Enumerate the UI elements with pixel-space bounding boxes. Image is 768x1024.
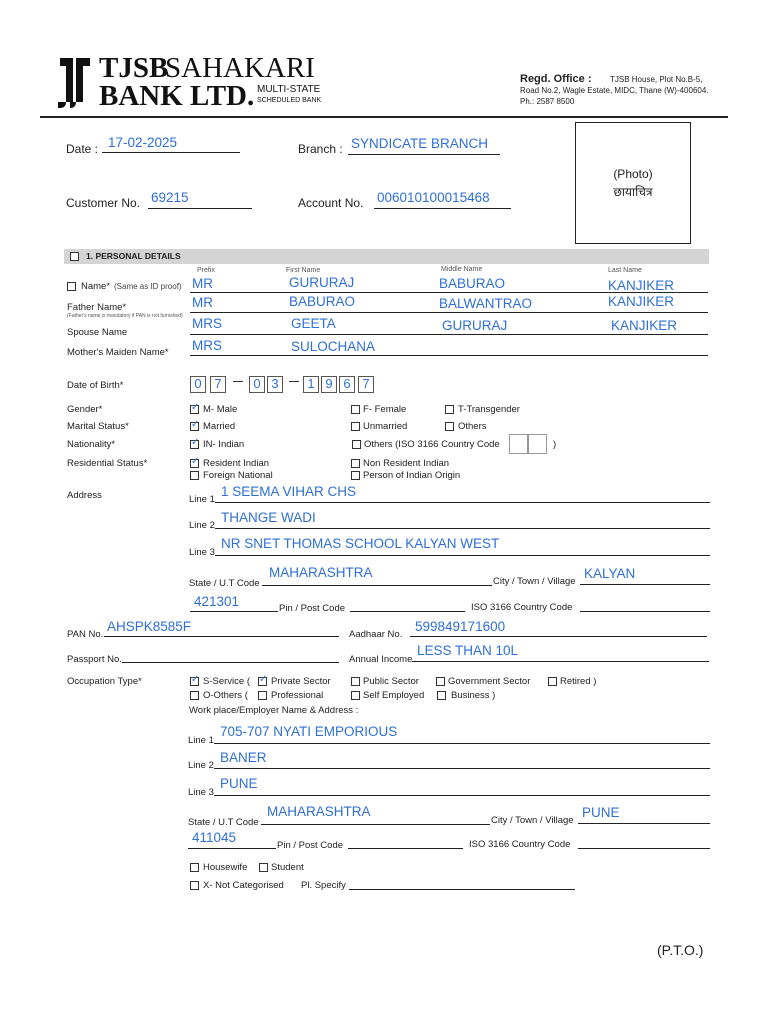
dob-day-digit-1: 0: [194, 376, 202, 391]
housewife-checkbox[interactable]: [190, 863, 199, 872]
aadhaar-value[interactable]: 599849171600: [415, 619, 506, 634]
spouse-last[interactable]: KANJIKER: [611, 318, 678, 333]
account-no-label: Account No.: [298, 196, 364, 210]
mother-underline: [190, 355, 708, 356]
date-underline: [102, 152, 240, 153]
customer-no-label: Customer No.: [66, 196, 141, 210]
address-city-underline: [580, 584, 710, 585]
father-first[interactable]: BABURAO: [289, 294, 356, 309]
gender-trans-checkbox[interactable]: [445, 405, 454, 414]
father-underline: [190, 312, 708, 313]
income-value[interactable]: LESS THAN 10L: [417, 643, 519, 658]
occ-retired-checkbox[interactable]: [548, 677, 557, 686]
pto-label: (P.T.O.): [657, 942, 704, 958]
occ-service-checkbox[interactable]: [190, 677, 199, 686]
name-prefix[interactable]: MR: [192, 276, 213, 291]
nationality-others-checkbox[interactable]: [352, 440, 361, 449]
dob-separator: [233, 381, 243, 382]
col-prefix: Prefix: [197, 267, 215, 274]
address-state-label: State / U.T Code: [189, 578, 260, 589]
work-pin-value[interactable]: 411045: [192, 830, 237, 845]
occ-government-label: Government Sector: [448, 676, 531, 687]
tjsb-emblem-icon: [58, 58, 92, 108]
regd-office-line3: Ph.: 2587 8500: [520, 97, 575, 106]
address-city-label: City / Town / Village: [493, 576, 576, 587]
work-line2-label: Line 2: [188, 760, 214, 771]
address-state-value[interactable]: MAHARASHTRA: [269, 565, 373, 580]
income-label: Annual Income: [349, 654, 413, 665]
passport-label: Passport No.: [67, 654, 122, 665]
nri-checkbox[interactable]: [351, 459, 360, 468]
address-line1-value[interactable]: 1 SEEMA VIHAR CHS: [221, 484, 357, 499]
customer-no-value[interactable]: 69215: [151, 190, 189, 205]
name-checkbox[interactable]: [67, 282, 76, 291]
work-state-value[interactable]: MAHARASHTRA: [267, 804, 371, 819]
logo-tag-multistate: MULTI-STATE: [257, 84, 321, 95]
work-city-value[interactable]: PUNE: [582, 805, 620, 820]
logo-tag-scheduled: SCHEDULED BANK: [257, 97, 322, 104]
date-value[interactable]: 17-02-2025: [108, 135, 178, 150]
spouse-first[interactable]: GEETA: [291, 316, 336, 331]
account-no-value[interactable]: 006010100015468: [377, 190, 490, 205]
dob-year-digit-3: 6: [343, 376, 351, 391]
father-middle[interactable]: BALWANTRAO: [439, 296, 533, 311]
work-line3-underline: [214, 795, 710, 796]
personal-details-title: 1. PERSONAL DETAILS: [86, 251, 181, 261]
dob-label: Date of Birth*: [67, 380, 124, 391]
address-state-underline: [262, 585, 492, 586]
address-line2-value[interactable]: THANGE WADI: [221, 510, 316, 525]
occ-self-employed-checkbox[interactable]: [351, 691, 360, 700]
header-divider: [40, 116, 728, 118]
address-pin-extra-underline: [350, 611, 465, 612]
regd-office-line1: TJSB House, Plot No.B-5,: [610, 75, 703, 84]
name-last[interactable]: KANJIKER: [608, 278, 675, 293]
work-pin-underline: [188, 848, 276, 849]
logo-name-tjsb: TJSB: [99, 52, 169, 84]
address-iso-underline: [580, 611, 710, 612]
nationality-label: Nationality*: [67, 439, 116, 450]
customer-no-underline: [148, 208, 252, 209]
gender-male-label: M- Male: [203, 404, 238, 415]
work-city-label: City / Town / Village: [491, 815, 574, 826]
resident-indian-label: Resident Indian: [203, 458, 270, 469]
dob-month-digit-2: 3: [271, 376, 279, 391]
marital-label: Marital Status*: [67, 421, 129, 432]
logo-name-bank: BANK LTD.: [99, 80, 255, 112]
occ-self-employed-label: Self Employed: [363, 690, 425, 701]
specify-underline[interactable]: [349, 889, 575, 890]
name-middle[interactable]: BABURAO: [439, 276, 506, 291]
gender-male-checkbox[interactable]: [190, 405, 199, 414]
regd-office-label: Regd. Office :: [520, 73, 592, 85]
photo-box[interactable]: [575, 122, 691, 244]
gender-trans-label: T-Transgender: [458, 404, 520, 415]
gender-female-label: F- Female: [363, 404, 407, 415]
aadhaar-underline: [410, 636, 707, 637]
father-name-label: Father Name*: [67, 302, 127, 313]
work-line2-value[interactable]: BANER: [220, 750, 267, 765]
dob-day-digit-2: 7: [214, 376, 222, 391]
work-pin-extra-underline: [348, 848, 463, 849]
address-pin-value[interactable]: 421301: [194, 594, 240, 609]
specify-label: Pl. Specify: [301, 880, 346, 891]
branch-value[interactable]: SYNDICATE BRANCH: [351, 136, 489, 151]
branch-underline: [348, 154, 500, 155]
col-first-name: First Name: [286, 267, 321, 274]
marital-others-checkbox[interactable]: [445, 422, 454, 431]
occ-business-label: Business ): [451, 690, 496, 701]
dob-year-digit-2: 9: [325, 376, 333, 391]
gender-female-checkbox[interactable]: [351, 405, 360, 414]
marital-others-label: Others: [458, 421, 487, 432]
aadhaar-label: Aadhaar No.: [349, 629, 403, 640]
mother-name-label: Mother's Maiden Name*: [67, 347, 169, 358]
photo-label: (Photo): [613, 167, 653, 181]
gender-label: Gender*: [67, 404, 103, 415]
occ-business-checkbox[interactable]: [437, 691, 446, 700]
dob-separator: [289, 381, 299, 382]
spouse-middle[interactable]: GURURAJ: [442, 318, 508, 333]
name-note: (Same as ID proof): [114, 282, 182, 291]
address-line1-underline: [215, 502, 710, 503]
occ-others-label: O-Others (: [203, 690, 248, 701]
work-city-underline: [578, 823, 710, 824]
not-categorised-label: X- Not Categorised: [203, 880, 284, 891]
mother-prefix[interactable]: MRS: [192, 338, 222, 353]
work-state-underline: [261, 824, 490, 825]
address-line1-label: Line 1: [189, 494, 215, 505]
work-iso-underline: [578, 848, 710, 849]
nri-label: Non Resident Indian: [363, 458, 450, 469]
marital-unmarried-checkbox[interactable]: [351, 422, 360, 431]
name-label: Name*: [81, 281, 111, 292]
work-line3-label: Line 3: [188, 787, 214, 798]
name-underline: [190, 292, 708, 293]
father-name-note: (Father's name is mandatory if PAN is not furnished): [67, 313, 183, 319]
dob-month-digit-1: 0: [253, 376, 261, 391]
country-code-box-2[interactable]: [528, 434, 547, 454]
country-code-box-1[interactable]: [509, 434, 528, 454]
work-state-label: State / U.T Code: [188, 817, 259, 828]
nationality-indian-label: IN- Indian: [203, 439, 245, 450]
dob-year-digit-1: 1: [307, 376, 315, 391]
nationality-close-paren: ): [553, 439, 557, 450]
work-line1-label: Line 1: [188, 735, 214, 746]
nationality-others-label: Others (ISO 3166 Country Code: [364, 439, 500, 450]
pan-value[interactable]: AHSPK8585F: [107, 619, 192, 634]
spouse-underline: [190, 334, 708, 335]
work-pin-label: Pin / Post Code: [277, 840, 344, 851]
address-line2-label: Line 2: [189, 520, 215, 531]
occ-professional-label: Professional: [271, 690, 324, 701]
residential-label: Residential Status*: [67, 458, 148, 469]
pan-label: PAN No.: [67, 629, 104, 640]
name-first[interactable]: GURURAJ: [289, 275, 355, 290]
col-last-name: Last Name: [608, 267, 642, 274]
marital-married-checkbox[interactable]: [190, 422, 199, 431]
pio-checkbox[interactable]: [351, 471, 360, 480]
occ-private-checkbox[interactable]: [258, 677, 267, 686]
occ-private-label: Private Sector: [271, 676, 331, 687]
photo-label-hindi: छायाचित्र: [613, 185, 653, 199]
pio-label: Person of Indian Origin: [363, 470, 461, 481]
col-middle-name: Middle Name: [441, 266, 483, 273]
occ-professional-checkbox[interactable]: [258, 691, 267, 700]
student-checkbox[interactable]: [259, 863, 268, 872]
foreign-national-label: Foreign National: [203, 470, 273, 481]
occ-others-checkbox[interactable]: [190, 691, 199, 700]
date-label: Date :: [66, 142, 99, 156]
address-line3-label: Line 3: [189, 547, 215, 558]
occ-service-label: S-Service (: [203, 676, 250, 687]
logo-name-sahakari: SAHAKARI: [165, 52, 315, 84]
address-pin-label: Pin / Post Code: [279, 603, 346, 614]
address-line2-underline: [215, 528, 710, 529]
branch-label: Branch :: [298, 142, 343, 156]
foreign-national-checkbox[interactable]: [190, 471, 199, 480]
nationality-indian-checkbox[interactable]: [190, 440, 199, 449]
occ-public-checkbox[interactable]: [351, 677, 360, 686]
work-line2-underline: [214, 768, 710, 769]
address-line3-underline: [215, 555, 710, 556]
work-iso-label: ISO 3166 Country Code: [469, 839, 571, 850]
father-last[interactable]: KANJIKER: [608, 294, 675, 309]
work-line1-underline: [214, 743, 710, 744]
resident-indian-checkbox[interactable]: [190, 459, 199, 468]
pan-underline: [104, 636, 339, 637]
housewife-label: Housewife: [203, 862, 248, 873]
mother-first[interactable]: SULOCHANA: [291, 339, 376, 354]
occ-government-checkbox[interactable]: [436, 677, 445, 686]
occ-public-label: Public Sector: [363, 676, 419, 687]
dob-year-digit-4: 7: [362, 376, 370, 391]
spouse-name-label: Spouse Name: [67, 327, 128, 338]
spouse-prefix[interactable]: MRS: [192, 316, 222, 331]
address-line3-value[interactable]: NR SNET THOMAS SCHOOL KALYAN WEST: [221, 536, 500, 551]
work-line3-value[interactable]: PUNE: [220, 776, 258, 791]
occupation-label: Occupation Type*: [67, 676, 142, 687]
personal-details-bar: [64, 249, 709, 264]
address-iso-label: ISO 3166 Country Code: [471, 602, 573, 613]
marital-married-label: Married: [203, 421, 236, 432]
passport-underline: [122, 662, 339, 663]
address-label: Address: [67, 490, 102, 501]
regd-office-line2: Road No.2, Wagle Estate, MIDC, Thane (W)-400604.: [520, 86, 709, 95]
workplace-label: Work place/Employer Name & Address :: [189, 705, 359, 716]
father-prefix[interactable]: MR: [192, 295, 213, 310]
marital-unmarried-label: Unmarried: [363, 421, 408, 432]
student-label: Student: [271, 862, 304, 873]
address-pin-underline: [190, 611, 278, 612]
income-underline: [412, 661, 709, 662]
not-categorised-checkbox[interactable]: [190, 881, 199, 890]
occ-retired-label: Retired ): [560, 676, 597, 687]
work-line1-value[interactable]: 705-707 NYATI EMPORIOUS: [220, 724, 398, 739]
address-city-value[interactable]: KALYAN: [584, 566, 636, 581]
account-no-underline: [374, 208, 511, 209]
personal-details-checkbox[interactable]: [70, 252, 79, 261]
